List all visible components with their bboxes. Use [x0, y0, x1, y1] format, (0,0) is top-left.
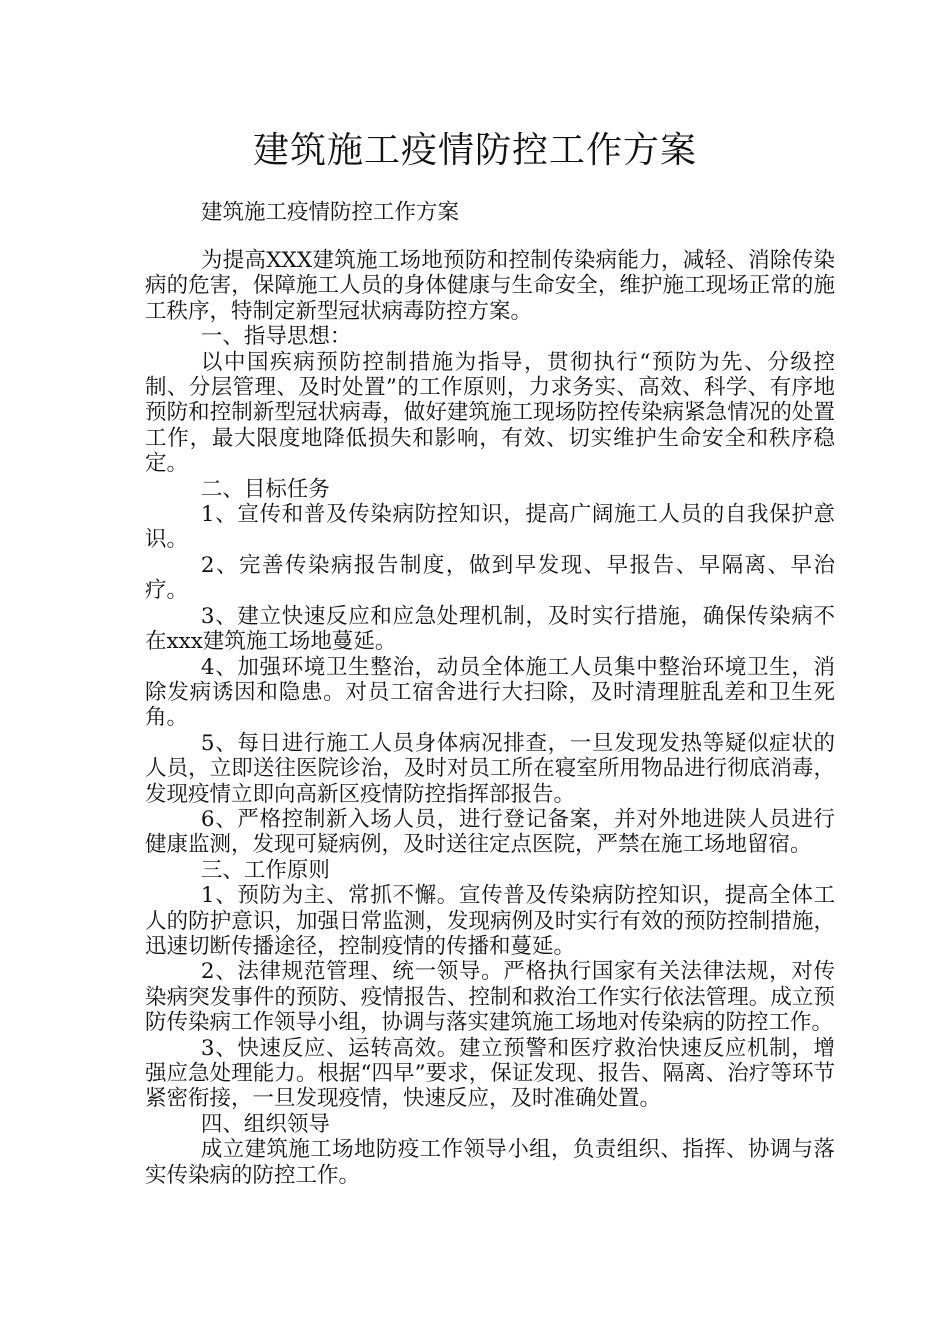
- section-heading-guiding-ideology: 一、指导思想：: [200, 324, 352, 350]
- principle-item: 1、预防为主、常抓不懈。宣传普及传染病防控知识，提高全体工人的防护意识，加强日常监测，发现病例及时实行有效的预防控制措施，迅速切断传播途径，控制疫情的传播和蔓延。: [145, 883, 835, 959]
- document-title: 建筑施工疫情防控工作方案: [252, 130, 697, 171]
- principle-item: 2、法律规范管理、统一领导。严格执行国家有关法律法规，对传染病突发事件的预防、疫情报告、控制和救治工作实行依法管理。成立预防传染病工作领导小组，协调与落实建筑施工场地对传染病的防控工作。: [145, 959, 835, 1036]
- section-heading-leadership: 四、组织领导: [200, 1111, 330, 1137]
- document-subtitle: 建筑施工疫情防控工作方案: [201, 200, 460, 225]
- section-heading-objectives: 二、目标任务: [200, 476, 330, 502]
- objective-item: 2、完善传染病报告制度，做到早发现、早报告、早隔离、早治疗。: [145, 552, 835, 604]
- principle-item: 3、快速反应、运转高效。建立预警和医疗救治快速反应机制，增强应急处理能力。根据“四早”要求，保证发现、报告、隔离、治疗等环节紧密衔接，一旦发现疫情，快速反应，及时准确处置。: [145, 1035, 835, 1112]
- objective-item: 4、加强环境卫生整治，动员全体施工人员集中整治环境卫生，消除发病诱因和隐患。对员工宿舍进行大扫除，及时清理脏乱差和卫生死角。: [145, 654, 835, 731]
- objective-item: 5、每日进行施工人员身体病况排查，一旦发现发热等疑似症状的人员，立即送往医院诊治，及时对员工所在寝室所用物品进行彻底消毒，发现疫情立即向高新区疫情防控指挥部报告。: [145, 730, 835, 807]
- objective-item: 1、宣传和普及传染病防控知识，提高广阔施工人员的自我保护意识。: [145, 502, 835, 553]
- objective-item: 3、建立快速反应和应急处理机制，及时实行措施，确保传染病不在xxx建筑施工场地蔓延。: [145, 603, 835, 655]
- document-body: [145, 248, 835, 1188]
- intro-paragraph: 为提高XXX建筑施工场地预防和控制传染病能力，减轻、消除传染病的危害，保障施工人员的身体健康与生命安全，维护施工现场正常的施工秩序，特制定新型冠状病毒防控方案。: [145, 248, 835, 324]
- objective-item: 6、严格控制新入场人员，进行登记备案，并对外地进陕人员进行健康监测，发现可疑病例，及时送往定点医院，严禁在施工场地留宿。: [145, 806, 835, 858]
- section-heading-principles: 三、工作原则: [200, 857, 330, 883]
- guiding-ideology-paragraph: 以中国疾病预防控制措施为指导，贯彻执行“预防为先、分级控制、分层管理、及时处置”的工作原则，力求务实、高效、科学、有序地预防和控制新型冠状病毒，做好建筑施工现场防控传染病紧急情况的处置工作，最大限度地降低损失和影响，有效、切实维护生命安全和秩序稳定。: [145, 349, 835, 477]
- leadership-paragraph: 成立建筑施工场地防疫工作领导小组，负责组织、指挥、协调与落实传染病的防控工作。: [145, 1137, 835, 1188]
